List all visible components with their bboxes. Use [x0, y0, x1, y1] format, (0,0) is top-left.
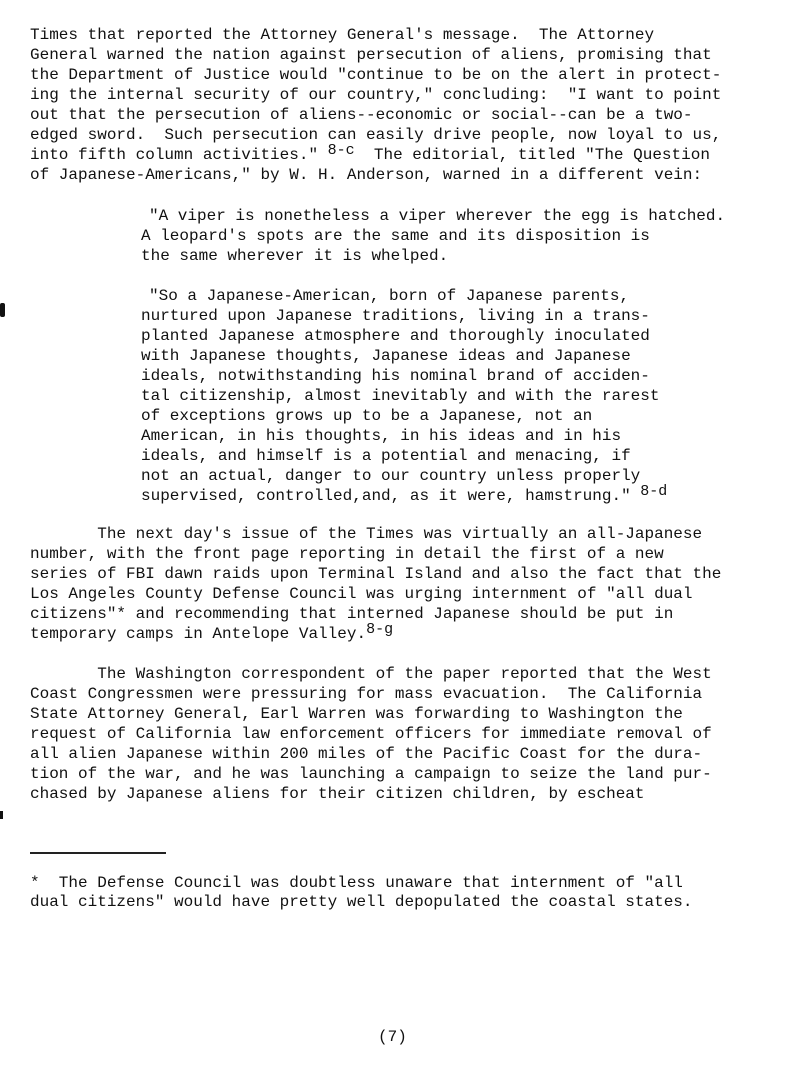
quote-line: not an actual, danger to our country unless properly: [141, 467, 641, 485]
quote-line: "A viper is nonetheless a viper wherever the egg is hatched.: [149, 207, 726, 225]
text-line: Los Angeles County Defense Council was urging internment of "all dual: [30, 585, 693, 603]
footnote-separator: [30, 852, 166, 854]
scan-mark: [0, 303, 5, 317]
text-line: tion of the war, and he was launching a campaign to seize the land pur-: [30, 765, 712, 783]
text-line: of Japanese-Americans," by W. H. Anderson, warned in a different vein:: [30, 166, 703, 184]
quote-line: ideals, notwithstanding his nominal brand of acciden-: [141, 367, 650, 385]
scan-mark: [0, 811, 3, 819]
quote-line: [141, 483, 668, 506]
text-line: request of California law enforcement officers for immediate removal of: [30, 725, 712, 743]
text-line: out that the persecution of aliens--economic or social--can be a two-: [30, 106, 693, 124]
text-line: edged sword. Such persecution can easily drive people, now loyal to us,: [30, 126, 722, 144]
quote-line: tal citizenship, almost inevitably and with the rarest: [141, 387, 660, 405]
quote-line: "So a Japanese-American, born of Japanese parents,: [149, 287, 630, 305]
text-line: ing the internal security of our country," concluding: "I want to point: [30, 86, 722, 104]
footnote-line: * The Defense Council was doubtless unaware that internment of "all: [30, 874, 683, 892]
text-line: State Attorney General, Earl Warren was forwarding to Washington the: [30, 705, 683, 723]
quote-line: with Japanese thoughts, Japanese ideas and Japanese: [141, 347, 631, 365]
quote-line: nurtured upon Japanese traditions, living in a trans-: [141, 307, 650, 325]
text-line: citizens"* and recommending that interned Japanese should be put in: [30, 605, 674, 623]
quote-line: of exceptions grows up to be a Japanese, not an: [141, 407, 593, 425]
page-number: (7): [378, 1028, 407, 1046]
footnote-reference: 8-g: [366, 621, 394, 638]
text-segment: temporary camps in Antelope Valley.: [30, 625, 367, 643]
quote-line: American, in his thoughts, in his ideas and in his: [141, 427, 622, 445]
text-segment: into fifth column activities.": [30, 146, 319, 164]
text-line: The Washington correspondent of the paper reported that the West: [30, 665, 712, 683]
text-line: [30, 142, 710, 165]
footnote-reference: 8-c: [327, 142, 355, 159]
footnote-line: dual citizens" would have pretty well depopulated the coastal states.: [30, 893, 693, 911]
text-line: number, with the front page reporting in detail the first of a new: [30, 545, 664, 563]
quote-line: the same wherever it is whelped.: [141, 247, 449, 265]
text-segment: The editorial, titled "The Question: [354, 146, 710, 164]
text-line: chased by Japanese aliens for their citizen children, by escheat: [30, 785, 645, 803]
text-line: the Department of Justice would "continue to be on the alert in protect-: [30, 66, 722, 84]
footnote-reference: 8-d: [640, 483, 668, 500]
text-line: General warned the nation against persecution of aliens, promising that: [30, 46, 712, 64]
quote-line: ideals, and himself is a potential and menacing, if: [141, 447, 631, 465]
text-line: [30, 621, 394, 644]
text-line: all alien Japanese within 200 miles of the Pacific Coast for the dura-: [30, 745, 703, 763]
quote-line: planted Japanese atmosphere and thoroughly inoculated: [141, 327, 650, 345]
text-line: The next day's issue of the Times was virtually an all-Japanese: [30, 525, 703, 543]
text-line: Times that reported the Attorney General's message. The Attorney: [30, 26, 655, 44]
quote-line: A leopard's spots are the same and its disposition is: [141, 227, 650, 245]
text-line: series of FBI dawn raids upon Terminal Island and also the fact that the: [30, 565, 722, 583]
text-line: Coast Congressmen were pressuring for mass evacuation. The California: [30, 685, 703, 703]
text-segment: supervised, controlled,and, as it were, hamstrung.": [141, 487, 631, 505]
